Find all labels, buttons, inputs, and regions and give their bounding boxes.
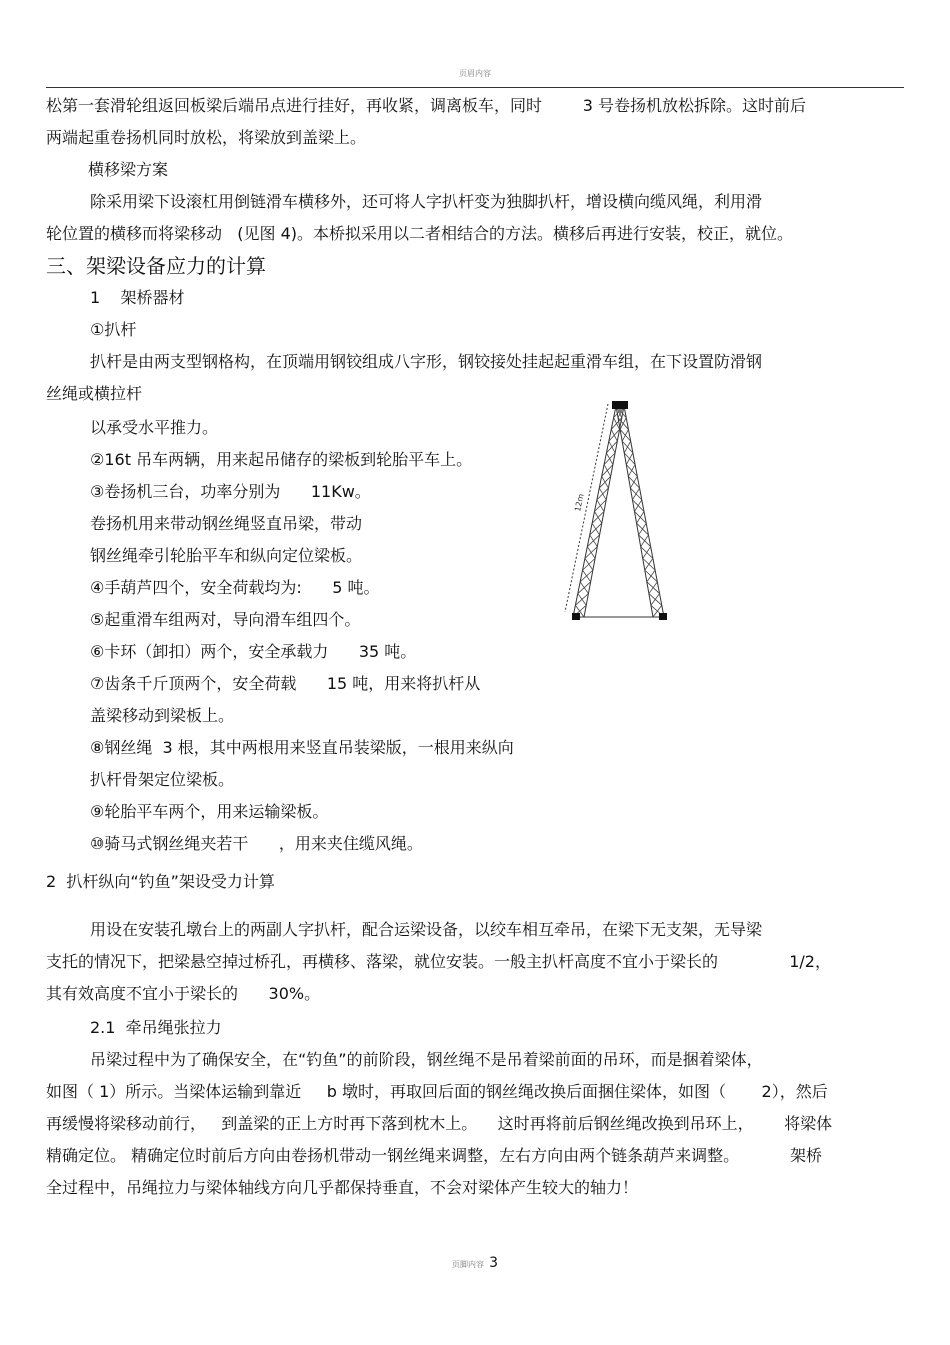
gin-pole-figure bbox=[560, 396, 680, 628]
text-line: 丝绳或横拉杆 bbox=[46, 384, 143, 403]
footer-label: 页脚内容 bbox=[451, 1260, 484, 1269]
header-rule bbox=[46, 87, 904, 88]
text-line: ③卷扬机三台，功率分别为 11Kw。 bbox=[90, 482, 371, 501]
text-line: 除采用梁下设滚杠用倒链滑车横移外，还可将人字扒杆变为独脚扒杆，增设横向缆风绳，利用滑 bbox=[90, 192, 763, 211]
text-line: ⑦齿条千斤顶两个，安全荷载 15 吨，用来将扒杆从 bbox=[90, 674, 481, 693]
text-line: ⑥卡环（卸扣）两个，安全承载力 35 吨。 bbox=[90, 642, 417, 661]
text-line: ④手葫芦四个，安全荷载均为: 5 吨。 bbox=[90, 578, 380, 597]
text-line: 支托的情况下，把梁悬空掉过桥孔，再横移、落梁，就位安装。一般主扒杆高度不宜小于梁长的 1/2， bbox=[46, 952, 831, 971]
text-line: 两端起重卷扬机同时放松，将梁放到盖梁上。 bbox=[46, 128, 367, 147]
text-line: 精确定位。 精确定位时前后方向由卷扬机带动一钢丝绳来调整，左右方向由两个链条葫芦来调整。 架桥 bbox=[46, 1146, 822, 1165]
text-line: 卷扬机用来带动钢丝绳竖直吊梁，带动 bbox=[90, 514, 363, 533]
text-line: ①扒杆 bbox=[90, 320, 137, 339]
text-line: 以承受水平推力。 bbox=[90, 418, 219, 437]
section-heading: 横移梁方案 bbox=[88, 160, 169, 179]
text-line: ②16t 吊车两辆，用来起吊储存的梁板到轮胎平车上。 bbox=[90, 450, 473, 469]
text-line: 盖梁移动到梁板上。 bbox=[90, 706, 235, 725]
text-line: 扒杆是由两支型钢格构，在顶端用钢铰组成八字形，钢铰接处挂起起重滑车组，在下设置防滑钢 bbox=[90, 352, 763, 371]
subsection-heading: 2 扒杆纵向“钓鱼”架设受力计算 bbox=[46, 872, 275, 891]
top-hinge bbox=[612, 401, 628, 409]
text-line: 如图（ 1）所示。当梁体运输到靠近 b 墩时，再取回后面的钢丝绳改换后面捆住梁体，如图（ 2），然后 bbox=[46, 1082, 828, 1101]
chapter-heading: 三、架梁设备应力的计算 bbox=[46, 254, 266, 278]
page-header: 页眉内容 bbox=[459, 69, 491, 78]
text-line: 用设在安装孔墩台上的两副人字扒杆，配合运梁设备，以绞车相互牵吊，在梁下无支架，无导梁 bbox=[90, 920, 763, 939]
subsection-heading: 1 架桥器材 bbox=[90, 288, 185, 307]
text-line: 再缓慢将梁移动前行， 到盖梁的正上方时再下落到枕木上。 这时再将前后钢丝绳改换到吊环上， 将梁体 bbox=[46, 1114, 833, 1133]
text-line: 扒杆骨架定位梁板。 bbox=[90, 770, 235, 789]
dimension-label: 12m bbox=[573, 492, 586, 513]
text-line: 轮位置的横移而将梁移动 (见图 4)。本桥拟采用以二者相结合的方法。横移后再进行安装，校正，就位。 bbox=[46, 224, 794, 243]
text-line: 全过程中，吊绳拉力与梁体轴线方向几乎都保持垂直，不会对梁体产生较大的轴力！ bbox=[46, 1178, 639, 1197]
text-line: ⑩骑马式钢丝绳夹若干 ，用来夹住缆风绳。 bbox=[90, 834, 423, 853]
subsection-heading: 2.1 牵吊绳张拉力 bbox=[90, 1018, 222, 1037]
left-footing bbox=[572, 613, 580, 620]
page-number: 3 bbox=[489, 1255, 498, 1271]
text-line: ⑤起重滑车组两对，导向滑车组四个。 bbox=[90, 610, 361, 629]
text-line: ⑨轮胎平车两个，用来运输梁板。 bbox=[90, 802, 329, 821]
page-footer bbox=[0, 1252, 950, 1271]
text-line: 其有效高度不宜小于梁长的 30%。 bbox=[46, 984, 321, 1003]
text-line: ⑧钢丝绳 3 根，其中两根用来竖直吊装梁版，一根用来纵向 bbox=[90, 738, 514, 757]
right-footing bbox=[659, 613, 667, 620]
text-line: 吊梁过程中为了确保安全，在“钓鱼”的前阶段，钢丝绳不是吊着梁前面的吊环，而是捆着梁体， bbox=[90, 1050, 763, 1069]
text-line: 钢丝绳牵引轮胎平车和纵向定位梁板。 bbox=[90, 546, 363, 565]
text-line: 松第一套滑轮组返回板梁后端吊点进行挂好，再收紧，调离板车，同时 3 号卷扬机放松拆除。这时前后 bbox=[46, 96, 806, 115]
